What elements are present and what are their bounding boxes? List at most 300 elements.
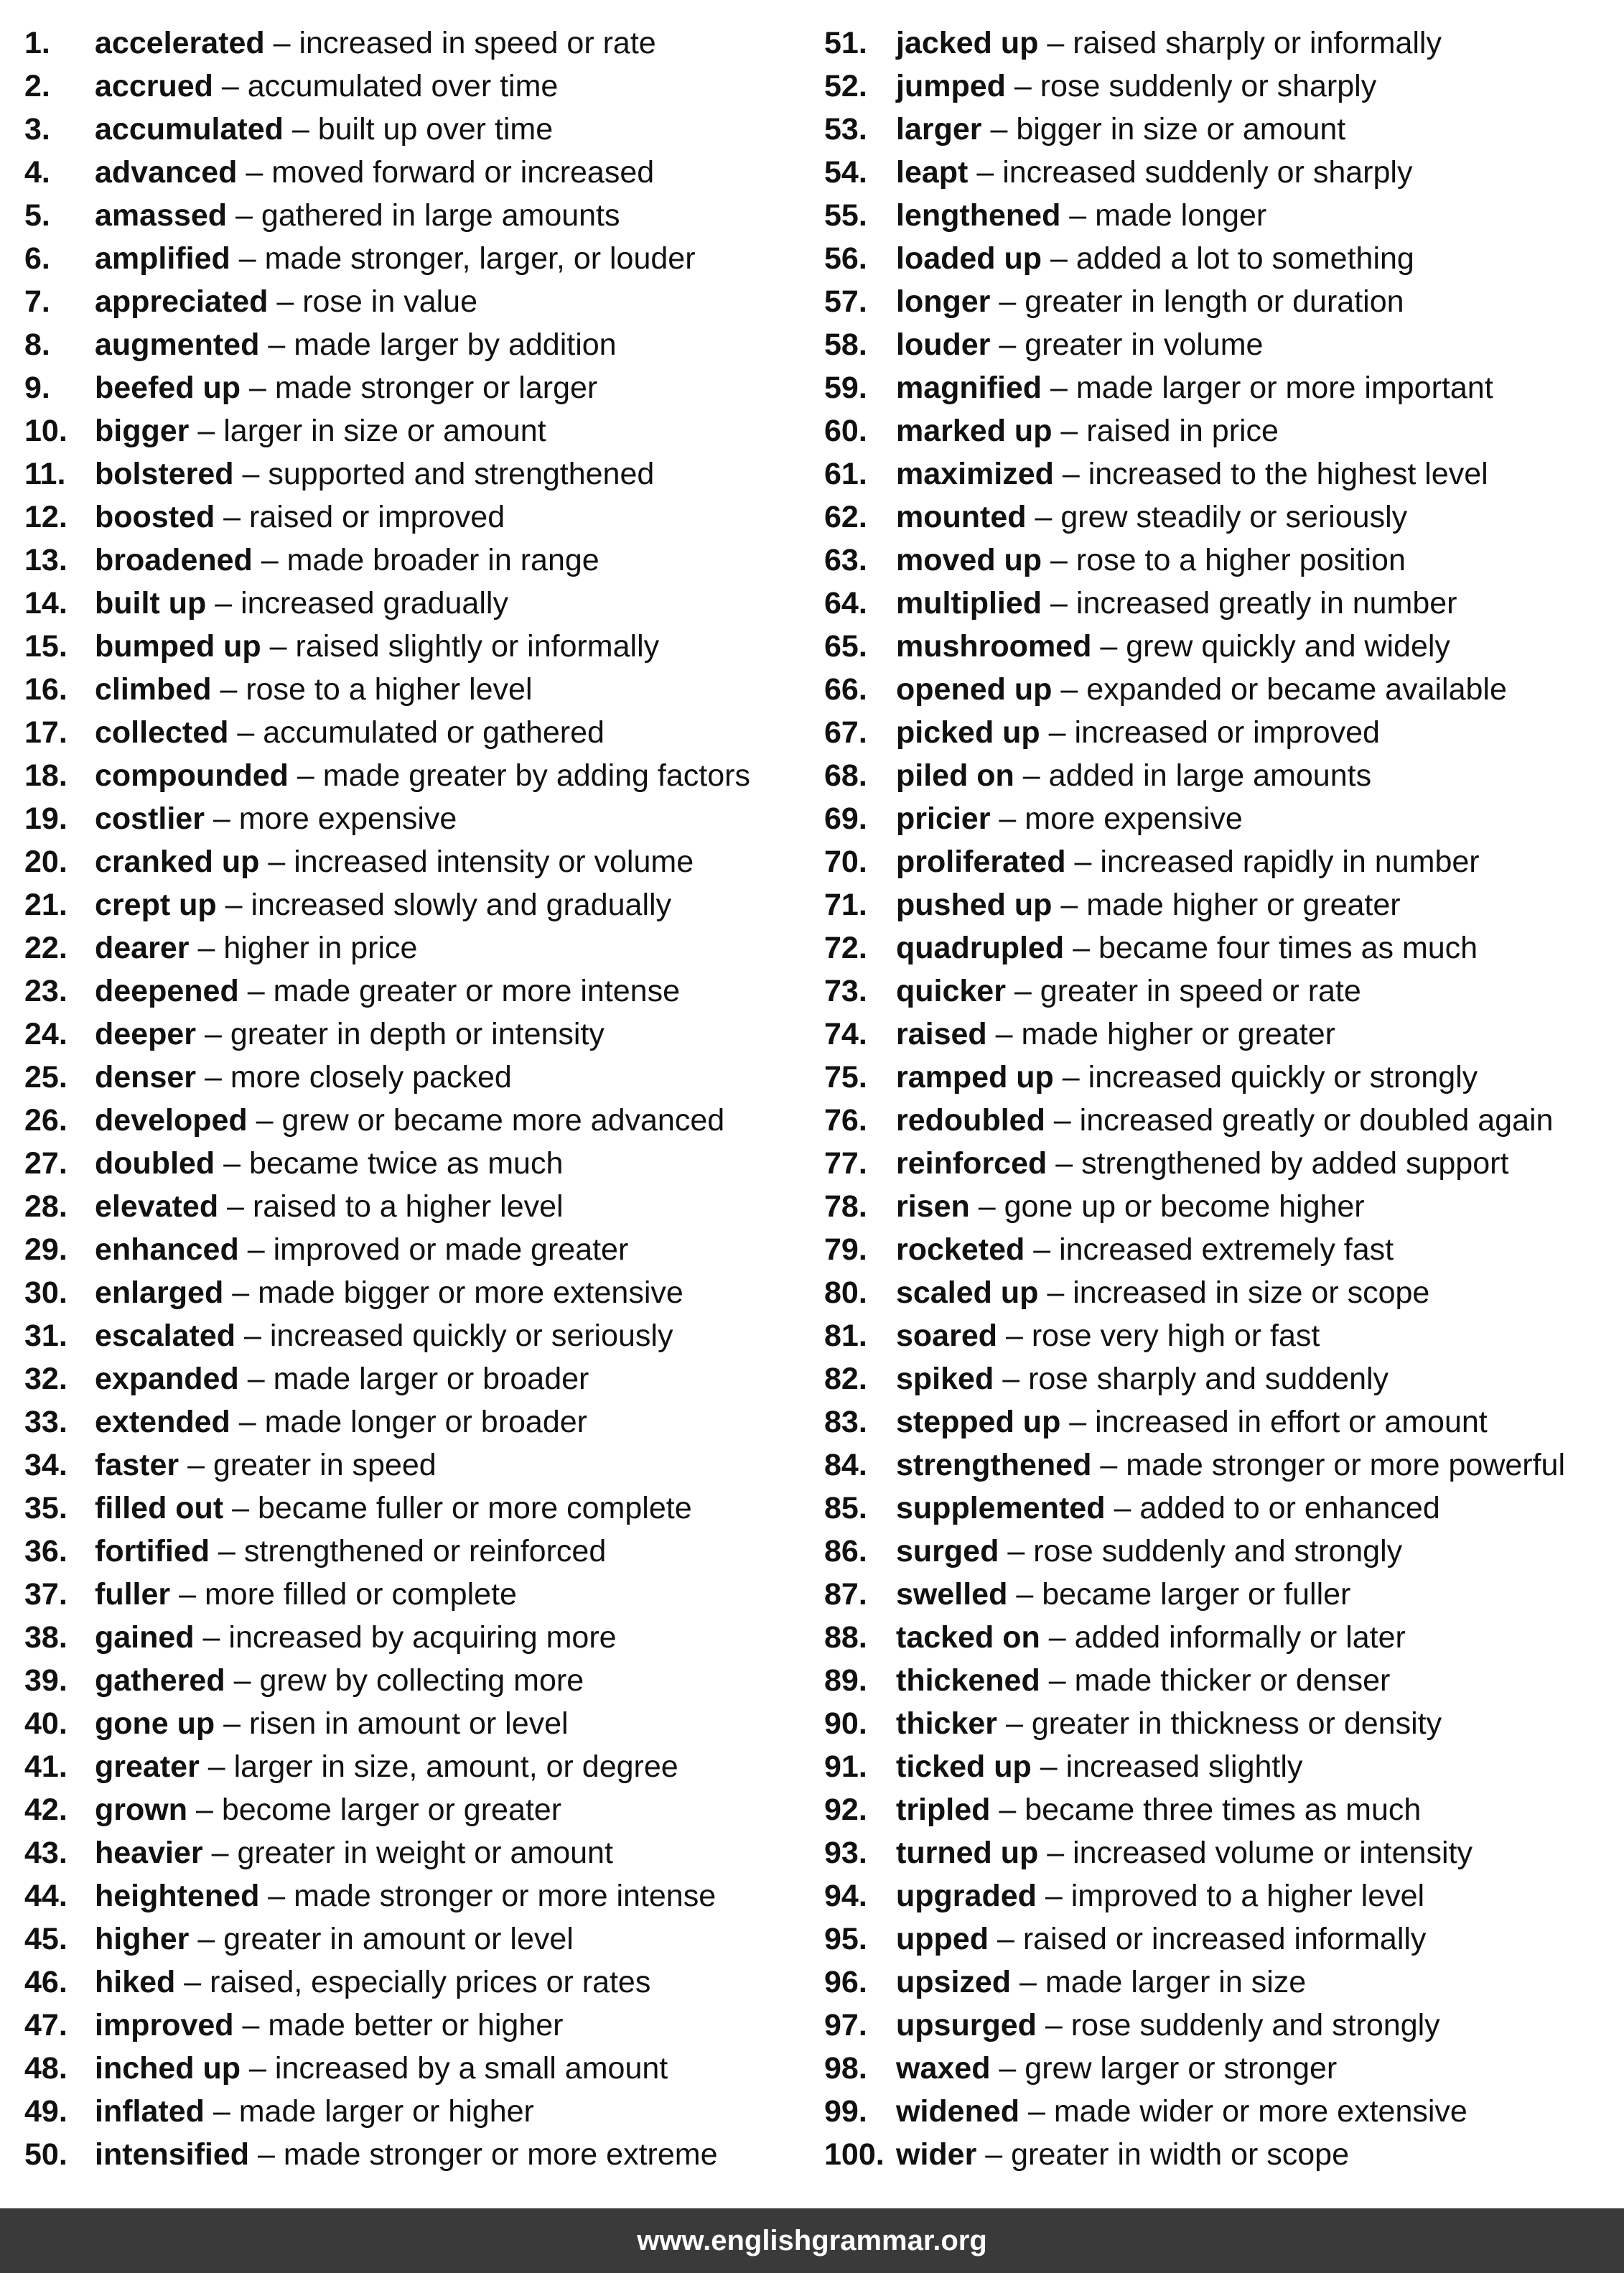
item-number: 74.	[824, 1017, 867, 1051]
item-number: 3.	[24, 112, 50, 147]
list-item	[824, 22, 1614, 65]
item-definition: rose suddenly and strongly	[1070, 2008, 1440, 2042]
item-number: 14.	[24, 586, 67, 620]
list-item	[24, 926, 800, 970]
item-number: 68.	[824, 758, 867, 793]
item-word: multiplied	[896, 586, 1042, 620]
item-number: 10.	[24, 414, 67, 448]
item-number: 33.	[24, 1405, 67, 1439]
list-item	[24, 1530, 800, 1573]
item-number: 41.	[24, 1749, 67, 1784]
item-word: mushroomed	[896, 629, 1092, 664]
list-item	[824, 1788, 1614, 1831]
item-separator: –	[1060, 414, 1078, 448]
item-definition: increased by a small amount	[274, 2051, 668, 2086]
list-item	[24, 883, 800, 926]
item-word: fortified	[95, 1534, 210, 1568]
item-separator: –	[995, 1017, 1013, 1051]
item-word: moved up	[896, 543, 1042, 577]
list-item	[824, 840, 1614, 883]
item-number: 1.	[24, 26, 50, 60]
item-word: faster	[95, 1448, 179, 1482]
list-item	[824, 1530, 1614, 1573]
item-number: 13.	[24, 543, 67, 577]
item-definition: increased quickly or strongly	[1088, 1060, 1478, 1094]
item-separator: –	[257, 2137, 275, 2172]
list-item	[24, 1702, 800, 1745]
item-word: reinforced	[896, 1146, 1047, 1181]
list-item	[824, 1185, 1614, 1228]
list-item	[824, 1013, 1614, 1056]
item-separator: –	[1002, 1362, 1020, 1396]
item-number: 11.	[24, 457, 66, 491]
list-item	[824, 1400, 1614, 1444]
item-separator: –	[202, 1620, 220, 1655]
item-number: 65.	[824, 629, 867, 664]
item-number: 49.	[24, 2094, 67, 2129]
item-word: opened up	[896, 672, 1053, 707]
item-definition: greater in volume	[1025, 327, 1264, 362]
item-definition: grew larger or stronger	[1025, 2051, 1338, 2086]
list-item	[824, 1056, 1614, 1099]
item-word: accelerated	[95, 26, 265, 60]
item-definition: raised sharply or informally	[1073, 26, 1442, 60]
item-definition: made stronger or larger	[274, 371, 598, 405]
item-definition: increased in effort or amount	[1095, 1405, 1488, 1439]
item-word: gathered	[95, 1663, 225, 1698]
item-separator: –	[999, 801, 1017, 836]
list-item	[24, 1788, 800, 1831]
item-number: 89.	[824, 1663, 867, 1698]
item-separator: –	[215, 586, 233, 620]
item-number: 38.	[24, 1620, 67, 1655]
item-separator: –	[1047, 26, 1065, 60]
item-word: larger	[896, 112, 982, 147]
list-item	[824, 2047, 1614, 2090]
item-word: accumulated	[95, 112, 284, 147]
item-word: amplified	[95, 241, 230, 276]
item-word: deeper	[95, 1017, 197, 1051]
item-definition: rose very high or fast	[1031, 1319, 1320, 1353]
item-number: 42.	[24, 1793, 67, 1827]
item-word: boosted	[95, 500, 215, 534]
list-item	[824, 711, 1614, 754]
list-item	[24, 1142, 800, 1185]
item-number: 77.	[824, 1146, 867, 1181]
item-word: bumped up	[95, 629, 261, 664]
item-definition: strengthened by added support	[1081, 1146, 1509, 1181]
item-number: 72.	[824, 931, 867, 965]
item-word: redoubled	[896, 1103, 1045, 1138]
item-separator: –	[233, 1663, 251, 1698]
item-number: 47.	[24, 2008, 67, 2042]
item-definition: raised in price	[1086, 414, 1279, 448]
item-definition: made larger or broader	[273, 1362, 589, 1396]
item-number: 66.	[824, 672, 867, 707]
item-word: amassed	[95, 198, 228, 233]
item-word: dearer	[95, 931, 190, 965]
item-separator: –	[237, 715, 255, 750]
list-item	[824, 926, 1614, 970]
item-word: waxed	[896, 2051, 991, 2086]
item-separator: –	[249, 371, 266, 405]
item-separator: –	[291, 112, 309, 147]
item-word: pushed up	[896, 888, 1053, 922]
item-word: turned up	[896, 1836, 1039, 1870]
list-item	[24, 1918, 800, 1961]
item-word: developed	[95, 1103, 248, 1138]
list-item	[24, 108, 800, 151]
item-word: wider	[896, 2137, 977, 2172]
item-definition: added informally or later	[1074, 1620, 1406, 1655]
list-item	[824, 970, 1614, 1013]
item-number: 32.	[24, 1362, 67, 1396]
list-item	[824, 65, 1614, 108]
item-number: 20.	[24, 845, 67, 879]
item-separator: –	[261, 543, 279, 577]
item-word: thickened	[896, 1663, 1040, 1698]
item-word: higher	[95, 1922, 190, 1956]
item-definition: made stronger or more intense	[294, 1879, 717, 1913]
item-separator: –	[1069, 198, 1087, 233]
item-definition: made longer or broader	[264, 1405, 587, 1439]
item-separator: –	[1050, 241, 1068, 276]
item-word: jumped	[896, 69, 1006, 103]
list-item	[24, 1271, 800, 1314]
item-number: 67.	[824, 715, 867, 750]
item-number: 75.	[824, 1060, 867, 1094]
item-word: intensified	[95, 2137, 250, 2172]
item-separator: –	[1005, 1319, 1023, 1353]
item-separator: –	[999, 2051, 1017, 2086]
item-separator: –	[242, 457, 260, 491]
item-definition: increased suddenly or sharply	[1002, 155, 1413, 190]
item-word: inched up	[95, 2051, 241, 2086]
item-definition: strengthened or reinforced	[243, 1534, 607, 1568]
item-number: 43.	[24, 1836, 67, 1870]
item-definition: made greater or more intense	[273, 974, 681, 1008]
list-item	[824, 1357, 1614, 1400]
item-definition: increased volume or intensity	[1073, 1836, 1473, 1870]
item-number: 55.	[824, 198, 867, 233]
item-separator: –	[268, 327, 286, 362]
item-number: 92.	[824, 1793, 867, 1827]
item-separator: –	[1074, 845, 1092, 879]
list-item	[24, 2047, 800, 2090]
item-word: mounted	[896, 500, 1027, 534]
list-item	[824, 1702, 1614, 1745]
item-word: risen	[896, 1189, 970, 1224]
item-number: 17.	[24, 715, 67, 750]
item-definition: raised to a higher level	[252, 1189, 564, 1224]
item-number: 29.	[24, 1232, 67, 1267]
item-definition: raised, especially prices or rates	[210, 1965, 651, 1999]
item-definition: made greater by adding factors	[322, 758, 750, 793]
item-separator: –	[1100, 1448, 1118, 1482]
item-number: 39.	[24, 1663, 67, 1698]
item-word: magnified	[896, 371, 1042, 405]
item-separator: –	[1027, 2094, 1045, 2129]
item-number: 57.	[824, 284, 867, 319]
item-number: 79.	[824, 1232, 867, 1267]
item-separator: –	[249, 2051, 266, 2086]
item-word: bigger	[95, 414, 190, 448]
item-number: 100.	[824, 2137, 885, 2172]
item-separator: –	[207, 1749, 225, 1784]
item-separator: –	[204, 1060, 222, 1094]
item-separator: –	[976, 155, 994, 190]
list-item	[24, 2090, 800, 2133]
item-separator: –	[1062, 1060, 1080, 1094]
item-word: hiked	[95, 1965, 176, 1999]
item-definition: made longer	[1095, 198, 1267, 233]
list-item	[24, 280, 800, 323]
item-separator: –	[1050, 586, 1068, 620]
item-definition: made stronger or more powerful	[1126, 1448, 1566, 1482]
item-separator: –	[1047, 1836, 1065, 1870]
item-definition: made larger in size	[1045, 1965, 1307, 1999]
item-separator: –	[990, 112, 1008, 147]
item-separator: –	[1050, 543, 1068, 577]
item-separator: –	[1019, 1965, 1037, 1999]
list-item	[24, 452, 800, 496]
item-number: 31.	[24, 1319, 67, 1353]
item-separator: –	[256, 1103, 274, 1138]
item-number: 73.	[824, 974, 867, 1008]
item-definition: made wider or more extensive	[1053, 2094, 1467, 2129]
list-item	[24, 496, 800, 539]
item-separator: –	[197, 414, 215, 448]
item-number: 26.	[24, 1103, 67, 1138]
item-separator: –	[197, 931, 215, 965]
item-separator: –	[232, 1491, 250, 1525]
item-definition: made higher or greater	[1021, 1017, 1335, 1051]
item-word: surged	[896, 1534, 999, 1568]
item-word: ticked up	[896, 1749, 1032, 1784]
item-word: filled out	[95, 1491, 224, 1525]
item-definition: improved to a higher level	[1070, 1879, 1425, 1913]
list-item	[24, 409, 800, 452]
item-word: inflated	[95, 2094, 205, 2129]
list-item	[24, 65, 800, 108]
item-number: 36.	[24, 1534, 67, 1568]
item-word: stepped up	[896, 1405, 1061, 1439]
list-item	[824, 2090, 1614, 2133]
item-definition: greater in amount or level	[223, 1922, 574, 1956]
item-word: tripled	[896, 1793, 991, 1827]
item-separator: –	[1022, 758, 1040, 793]
item-number: 8.	[24, 327, 50, 362]
item-number: 84.	[824, 1448, 867, 1482]
item-word: improved	[95, 2008, 234, 2042]
item-word: quicker	[896, 974, 1006, 1008]
item-definition: increased gradually	[241, 586, 508, 620]
item-word: supplemented	[896, 1491, 1106, 1525]
item-definition: greater in weight or amount	[237, 1836, 613, 1870]
item-definition: increased to the highest level	[1088, 457, 1488, 491]
item-number: 85.	[824, 1491, 867, 1525]
item-word: ramped up	[896, 1060, 1054, 1094]
item-separator: –	[276, 284, 294, 319]
item-definition: gathered in large amounts	[261, 198, 620, 233]
item-word: enhanced	[95, 1232, 239, 1267]
item-number: 86.	[824, 1534, 867, 1568]
item-word: fuller	[95, 1577, 171, 1612]
list-item	[824, 1616, 1614, 1659]
item-separator: –	[247, 1232, 265, 1267]
item-separator: –	[225, 888, 243, 922]
item-definition: built up over time	[317, 112, 554, 147]
list-item	[24, 1099, 800, 1142]
item-word: tacked on	[896, 1620, 1040, 1655]
item-number: 82.	[824, 1362, 867, 1396]
item-separator: –	[232, 1275, 250, 1310]
item-word: heightened	[95, 1879, 260, 1913]
list-item	[824, 883, 1614, 926]
item-number: 9.	[24, 371, 50, 405]
item-number: 62.	[824, 500, 867, 534]
item-separator: –	[195, 1793, 213, 1827]
item-number: 59.	[824, 371, 867, 405]
list-item	[24, 2004, 800, 2047]
list-item	[24, 1573, 800, 1616]
item-separator: –	[1055, 1146, 1073, 1181]
item-separator: –	[213, 801, 230, 836]
item-definition: become larger or greater	[221, 1793, 562, 1827]
item-separator: –	[221, 69, 239, 103]
list-item	[824, 496, 1614, 539]
item-word: lengthened	[896, 198, 1061, 233]
item-separator: –	[985, 2137, 1003, 2172]
item-word: louder	[896, 327, 991, 362]
list-item	[24, 754, 800, 797]
item-separator: –	[1016, 1577, 1034, 1612]
item-word: augmented	[95, 327, 260, 362]
item-definition: rose to a higher level	[246, 672, 533, 707]
list-item	[24, 668, 800, 711]
item-number: 53.	[824, 112, 867, 147]
item-word: piled on	[896, 758, 1014, 793]
item-separator: –	[220, 672, 238, 707]
list-item	[24, 539, 800, 582]
item-definition: made stronger or more extreme	[283, 2137, 718, 2172]
item-definition: more filled or complete	[204, 1577, 517, 1612]
list-item	[24, 1056, 800, 1099]
list-item	[24, 1185, 800, 1228]
item-word: upsurged	[896, 2008, 1037, 2042]
item-word: advanced	[95, 155, 238, 190]
item-word: picked up	[896, 715, 1040, 750]
item-definition: increased extremely fast	[1059, 1232, 1394, 1267]
list-item	[824, 668, 1614, 711]
item-number: 96.	[824, 1965, 867, 1999]
item-definition: grew quickly and widely	[1126, 629, 1450, 664]
item-word: beefed up	[95, 371, 241, 405]
item-definition: made broader in range	[286, 543, 599, 577]
list-item	[824, 797, 1614, 840]
list-item	[24, 1874, 800, 1918]
footer-url: www.englishgrammar.org	[637, 2225, 987, 2256]
item-word: bolstered	[95, 457, 234, 491]
list-item	[24, 625, 800, 668]
item-number: 61.	[824, 457, 867, 491]
item-word: thicker	[896, 1706, 998, 1741]
item-separator: –	[1047, 1275, 1065, 1310]
item-number: 44.	[24, 1879, 67, 1913]
item-word: spiked	[896, 1362, 994, 1396]
list-item	[824, 1444, 1614, 1487]
item-separator: –	[247, 1362, 265, 1396]
item-separator: –	[297, 758, 314, 793]
item-separator: –	[1073, 931, 1090, 965]
item-separator: –	[197, 1922, 215, 1956]
item-word: enlarged	[95, 1275, 224, 1310]
list-item	[24, 1487, 800, 1530]
item-definition: rose suddenly and strongly	[1033, 1534, 1403, 1568]
list-item	[824, 1961, 1614, 2004]
list-item	[824, 1573, 1614, 1616]
item-word: widened	[896, 2094, 1020, 2129]
item-number: 46.	[24, 1965, 67, 1999]
item-number: 19.	[24, 801, 67, 836]
item-word: escalated	[95, 1319, 236, 1353]
item-number: 93.	[824, 1836, 867, 1870]
item-number: 94.	[824, 1879, 867, 1913]
item-number: 87.	[824, 1577, 867, 1612]
item-number: 78.	[824, 1189, 867, 1224]
item-separator: –	[1062, 457, 1080, 491]
item-number: 2.	[24, 69, 50, 103]
item-definition: made larger by addition	[294, 327, 617, 362]
list-item	[24, 22, 800, 65]
item-definition: rose suddenly or sharply	[1040, 69, 1377, 103]
item-definition: expanded or became available	[1086, 672, 1507, 707]
item-definition: greater in depth or intensity	[230, 1017, 605, 1051]
item-definition: risen in amount or level	[249, 1706, 569, 1741]
item-separator: –	[1045, 2008, 1063, 2042]
item-definition: grew or became more advanced	[281, 1103, 725, 1138]
item-number: 21.	[24, 888, 67, 922]
item-number: 70.	[824, 845, 867, 879]
item-number: 63.	[824, 543, 867, 577]
item-definition: increased greatly in number	[1075, 586, 1457, 620]
list-item	[824, 108, 1614, 151]
item-number: 69.	[824, 801, 867, 836]
item-word: upgraded	[896, 1879, 1037, 1913]
list-item	[24, 797, 800, 840]
item-definition: increased slightly	[1065, 1749, 1303, 1784]
list-item	[824, 280, 1614, 323]
item-number: 34.	[24, 1448, 67, 1482]
item-word: raised	[896, 1017, 987, 1051]
list-item	[24, 1400, 800, 1444]
item-number: 24.	[24, 1017, 67, 1051]
item-word: soared	[896, 1319, 998, 1353]
word-list-column-left	[24, 22, 800, 2176]
item-word: compounded	[95, 758, 289, 793]
item-number: 37.	[24, 1577, 67, 1612]
item-definition: added a lot to something	[1075, 241, 1414, 276]
item-number: 6.	[24, 241, 50, 276]
item-word: quadrupled	[896, 931, 1065, 965]
item-number: 16.	[24, 672, 67, 707]
item-number: 95.	[824, 1922, 867, 1956]
item-number: 64.	[824, 586, 867, 620]
item-definition: raised or increased informally	[1022, 1922, 1427, 1956]
item-word: deepened	[95, 974, 239, 1008]
list-item	[24, 2133, 800, 2176]
item-separator: –	[1014, 69, 1032, 103]
